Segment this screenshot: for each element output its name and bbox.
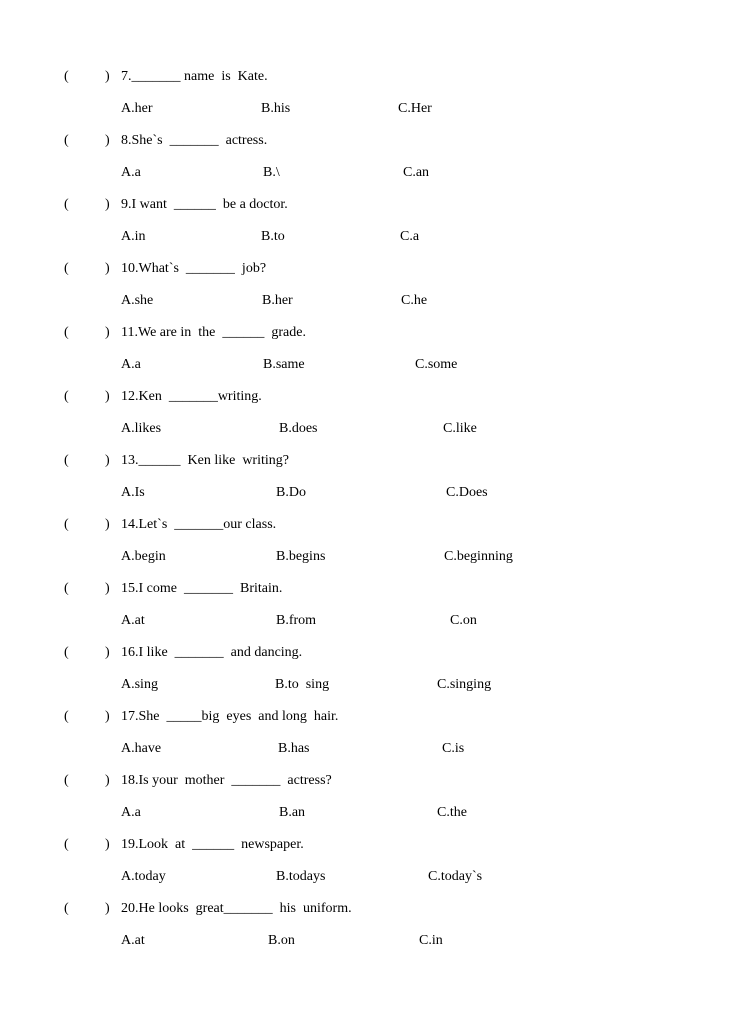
option-c: C.a	[400, 229, 420, 244]
answer-paren-open: (	[64, 69, 69, 84]
question-stem: 20.He looks great_______ his uniform.	[121, 901, 352, 916]
question-stem: 18.Is your mother _______ actress?	[121, 773, 332, 788]
question-item	[0, 640, 737, 756]
option-b: B.same	[263, 357, 305, 372]
question-item	[0, 256, 737, 372]
option-a: A.at	[121, 613, 145, 628]
option-c: C.today`s	[428, 869, 483, 884]
answer-paren-open: (	[64, 453, 69, 468]
answer-paren-close: )	[105, 389, 110, 404]
answer-paren-close: )	[105, 69, 110, 84]
question-item	[0, 576, 737, 692]
answer-paren-close: )	[105, 133, 110, 148]
option-c: C.singing	[437, 677, 492, 692]
option-a: A.she	[121, 293, 154, 308]
option-a: A.likes	[121, 421, 162, 436]
answer-paren-open: (	[64, 645, 69, 660]
question-item	[0, 512, 737, 628]
answer-paren-close: )	[105, 645, 110, 660]
option-c: C.Does	[446, 485, 488, 500]
answer-paren-close: )	[105, 517, 110, 532]
question-item	[0, 768, 737, 884]
answer-paren-open: (	[64, 773, 69, 788]
option-b: B.does	[279, 421, 318, 436]
answer-paren-open: (	[64, 133, 69, 148]
answer-paren-close: )	[105, 581, 110, 596]
answer-paren-open: (	[64, 517, 69, 532]
option-b: B.from	[276, 613, 317, 628]
option-b: B.her	[262, 293, 293, 308]
option-c: C.like	[443, 421, 477, 436]
option-b: B.begins	[276, 549, 326, 564]
answer-paren-close: )	[105, 901, 110, 916]
option-a: A.in	[121, 229, 146, 244]
option-c: C.in	[419, 933, 443, 948]
option-c: C.beginning	[444, 549, 513, 564]
question-item	[0, 128, 737, 244]
question-stem: 11.We are in the ______ grade.	[121, 325, 306, 340]
option-a: A.a	[121, 805, 141, 820]
answer-paren-open: (	[64, 581, 69, 596]
option-b: B.\	[263, 165, 280, 180]
answer-paren-open: (	[64, 837, 69, 852]
answer-paren-close: )	[105, 453, 110, 468]
option-c: C.is	[442, 741, 465, 756]
option-a: A.her	[121, 101, 153, 116]
option-c: C.an	[403, 165, 430, 180]
answer-paren-close: )	[105, 261, 110, 276]
question-stem: 14.Let`s _______our class.	[121, 517, 277, 532]
question-item	[0, 192, 737, 308]
option-a: A.begin	[121, 549, 166, 564]
option-a: A.today	[121, 869, 166, 884]
question-stem: 15.I come _______ Britain.	[121, 581, 283, 596]
option-c: C.some	[415, 357, 458, 372]
question-stem: 8.She`s _______ actress.	[121, 133, 268, 148]
answer-paren-open: (	[64, 261, 69, 276]
answer-paren-open: (	[64, 389, 69, 404]
question-stem: 17.She _____big eyes and long hair.	[121, 709, 339, 724]
question-item	[0, 384, 737, 500]
question-item	[0, 448, 737, 564]
question-stem: 16.I like _______ and dancing.	[121, 645, 303, 660]
option-c: C.Her	[398, 101, 432, 116]
answer-paren-open: (	[64, 709, 69, 724]
option-a: A.sing	[121, 677, 158, 692]
option-b: B.his	[261, 101, 291, 116]
question-stem: 9.I want ______ be a doctor.	[121, 197, 288, 212]
answer-paren-open: (	[64, 197, 69, 212]
question-stem: 12.Ken _______writing.	[121, 389, 262, 404]
option-c: C.the	[437, 805, 467, 820]
answer-paren-close: )	[105, 837, 110, 852]
option-b: B.an	[279, 805, 306, 820]
option-b: B.Do	[276, 485, 306, 500]
question-item	[0, 64, 737, 180]
option-b: B.to	[261, 229, 285, 244]
question-item	[0, 704, 737, 820]
answer-paren-close: )	[105, 773, 110, 788]
answer-paren-open: (	[64, 901, 69, 916]
option-c: C.he	[401, 293, 428, 308]
answer-paren-close: )	[105, 197, 110, 212]
option-a: A.a	[121, 165, 141, 180]
question-item	[0, 0, 737, 116]
question-item	[0, 320, 737, 436]
option-b: B.to sing	[275, 677, 330, 692]
option-a: A.Is	[121, 485, 145, 500]
answer-paren-close: )	[105, 325, 110, 340]
option-a: A.a	[121, 357, 141, 372]
question-stem: 13.______ Ken like writing?	[121, 453, 289, 468]
question-stem: 10.What`s _______ job?	[121, 261, 267, 276]
question-stem: 7._______ name is Kate.	[121, 69, 268, 84]
option-c: C.on	[450, 613, 477, 628]
option-b: B.has	[278, 741, 310, 756]
question-stem: 19.Look at ______ newspaper.	[121, 837, 304, 852]
option-b: B.todays	[276, 869, 326, 884]
question-item	[0, 832, 737, 948]
option-a: A.at	[121, 933, 145, 948]
option-b: B.on	[268, 933, 295, 948]
answer-paren-open: (	[64, 325, 69, 340]
answer-paren-close: )	[105, 709, 110, 724]
option-a: A.have	[121, 741, 162, 756]
